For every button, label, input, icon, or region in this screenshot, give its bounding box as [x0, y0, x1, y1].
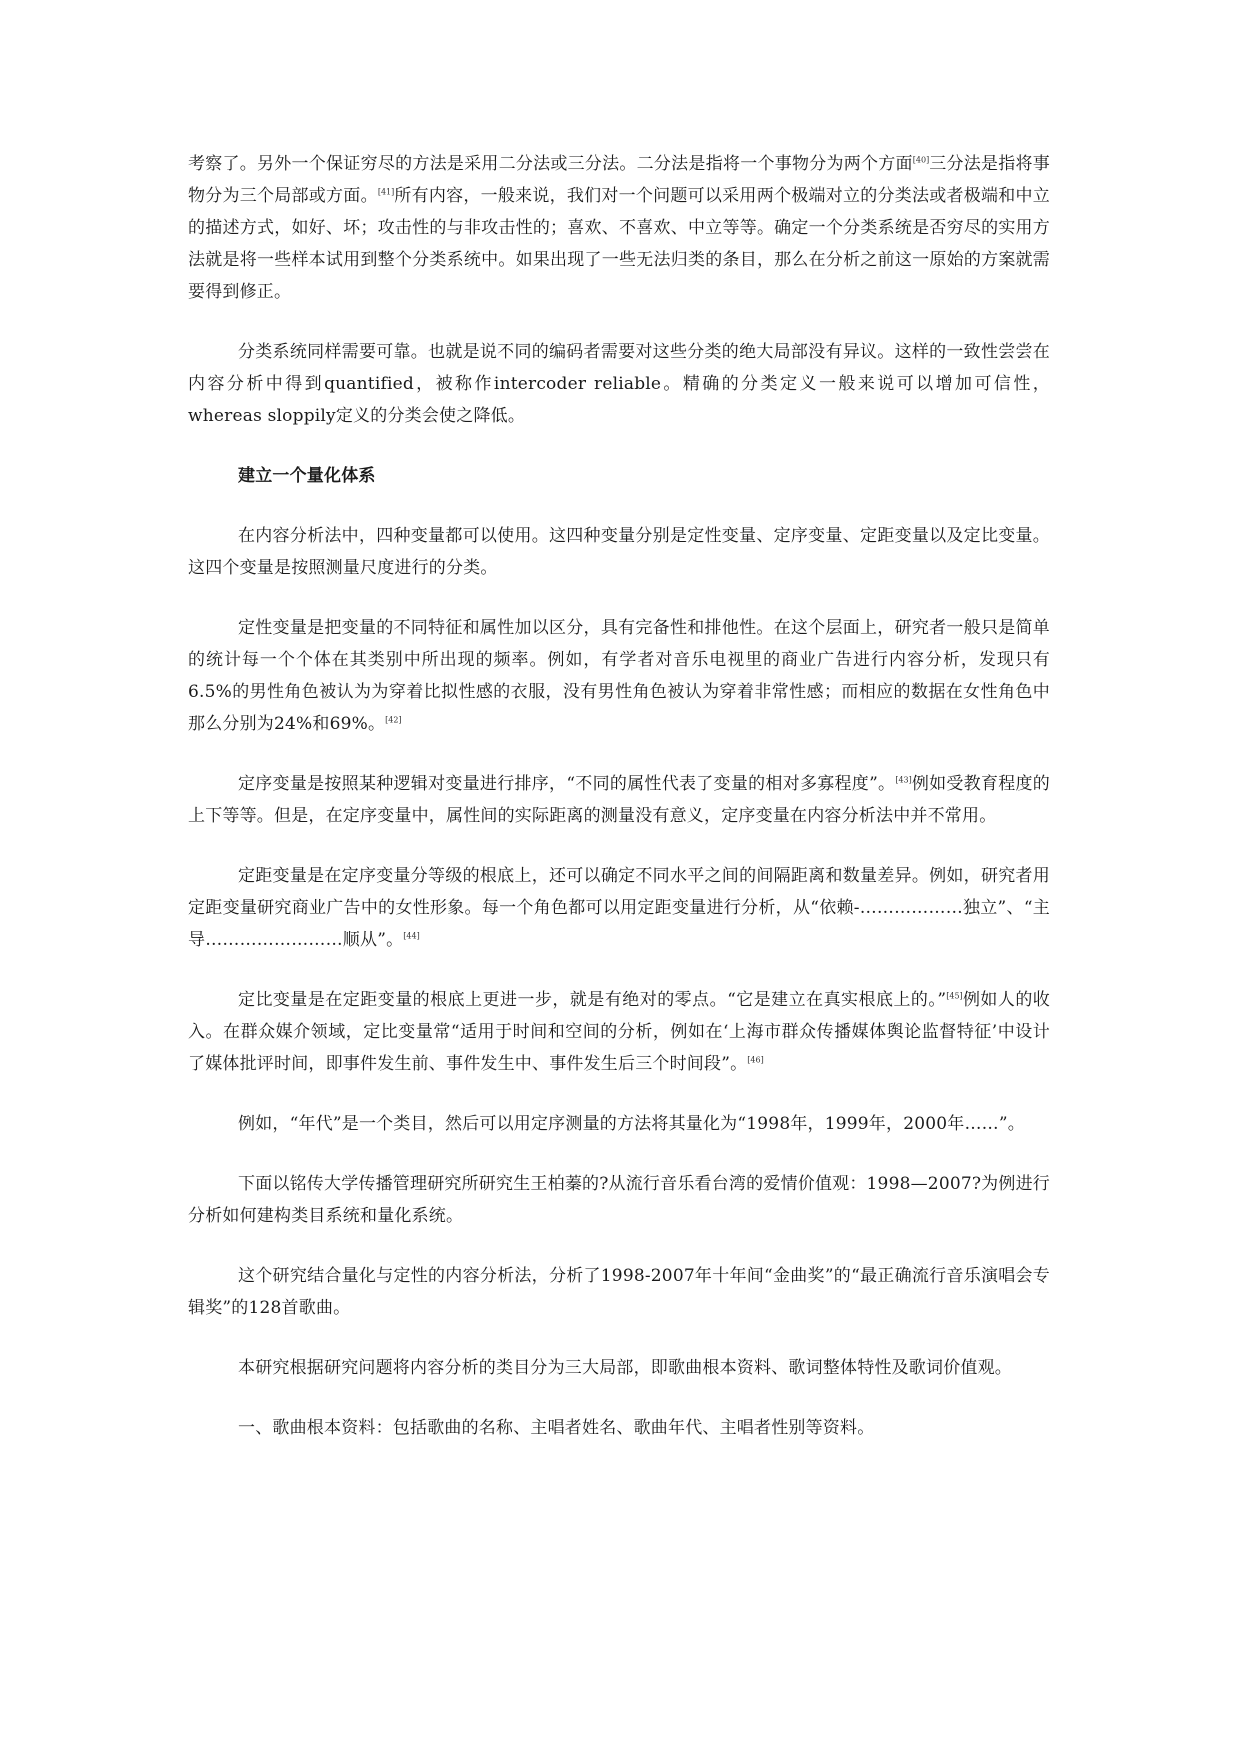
paragraph-year-example: 例如，“年代”是一个类目，然后可以用定序测量的方法将其量化为“1998年，1999年，2000年……”。 — [238, 1114, 1025, 1134]
footnote-ref-46[interactable]: [46] — [747, 1055, 764, 1065]
paragraph-ordinal-variable — [188, 768, 1050, 832]
text: 例如受教育程度的上下等等。但是，在定序变量中，属性间的实际距离的测量没有意义，定序变量在内容分析法中并不常用。 — [188, 774, 1050, 826]
text: 例如人的收入。在群众媒介领域，定比变量常“适用于时间和空间的分析，例如在‘上海市群众传播媒体舆论监督特征’中设计了媒体批评时间，即事件发生前、事件发生中、事件发生后三个时间段”。 — [188, 990, 1051, 1074]
text: 定性变量是把变量的不同特征和属性加以区分，具有完备性和排他性。在这个层面上，研究者一般只是简单的统计每一个个体在其类别中所出现的频率。例如，有学者对音乐电视里的商业广告进行内容分析，发现只有6.5%的男性角色被认为为穿着比拟性感的衣服，没有男性角色被认为穿着非常性感；而相应的数据在女性角色中那么分别为24%和69%。 — [188, 618, 1050, 734]
text: 定序变量是按照某种逻辑对变量进行排序，“不同的属性代表了变量的相对多寡程度”。 — [238, 774, 896, 794]
text: 定比变量是在定距变量的根底上更进一步，就是有绝对的零点。“它是建立在真实根底上的。” — [238, 990, 947, 1010]
paragraph-reliability: 分类系统同样需要可靠。也就是说不同的编码者需要对这些分类的绝大局部没有异议。这样的一致性尝尝在内容分析中得到quantified，被称作intercoder reliable。精确的分类定义一般来说可以增加可信性，whereas sloppily定义的分类会使之降低。 — [188, 342, 1050, 426]
paragraph-song-basic-info: 一、歌曲根本资料：包括歌曲的名称、主唱者姓名、歌曲年代、主唱者性别等资料。 — [238, 1418, 875, 1438]
paragraph-four-variables: 在内容分析法中，四种变量都可以使用。这四种变量分别是定性变量、定序变量、定距变量以及定比变量。这四个变量是按照测量尺度进行的分类。 — [188, 526, 1050, 578]
paragraph-nominal-variable — [188, 612, 1050, 740]
paragraph-exhaustiveness — [188, 148, 1050, 308]
footnote-ref-43[interactable]: [43] — [895, 775, 912, 785]
text: 考察了。另外一个保证穷尽的方法是采用二分法或三分法。二分法是指将一个事物分为两个方面 — [188, 154, 913, 174]
paragraph-case-intro: 下面以铭传大学传播管理研究所研究生王柏蓁的?从流行音乐看台湾的爱情价值观：1998—2007?为例进行分析如何建构类目系统和量化系统。 — [188, 1174, 1050, 1226]
footnote-ref-45[interactable]: [45] — [946, 991, 963, 1001]
footnote-ref-41[interactable]: [41] — [377, 187, 395, 197]
footnote-ref-40[interactable]: [40] — [912, 155, 930, 165]
paragraph-interval-variable — [188, 860, 1050, 956]
footnote-ref-44[interactable]: [44] — [403, 931, 420, 941]
document-body — [188, 148, 1050, 1444]
text: 所有内容，一般来说，我们对一个问题可以采用两个极端对立的分类法或者极端和中立的描述方式，如好、坏；攻击性的与非攻击性的；喜欢、不喜欢、中立等等。确定一个分类系统是否穷尽的实用方法就是将一些样本试用到整个分类系统中。如果出现了一些无法归类的条目，那么在分析之前这一原始的方案就需要得到修正。 — [188, 186, 1050, 302]
footnote-ref-42[interactable]: [42] — [385, 715, 402, 725]
text: 三分法是指将事物分为三个局部或方面。 — [188, 154, 1050, 206]
paragraph-category-parts: 本研究根据研究问题将内容分析的类目分为三大局部，即歌曲根本资料、歌词整体特性及歌词价值观。 — [238, 1358, 1012, 1378]
text: 定距变量是在定序变量分等级的根底上，还可以确定不同水平之间的间隔距离和数量差异。例如，研究者用定距变量研究商业广告中的女性形象。每一个角色都可以用定距变量进行分析，从“依赖-………………独立”、“主导……………………顺从”。 — [188, 866, 1050, 950]
paragraph-study-scope: 这个研究结合量化与定性的内容分析法，分析了1998-2007年十年间“金曲奖”的“最正确流行音乐演唱会专辑奖”的128首歌曲。 — [188, 1266, 1050, 1318]
section-heading: 建立一个量化体系 — [238, 466, 376, 486]
paragraph-ratio-variable — [188, 984, 1050, 1080]
